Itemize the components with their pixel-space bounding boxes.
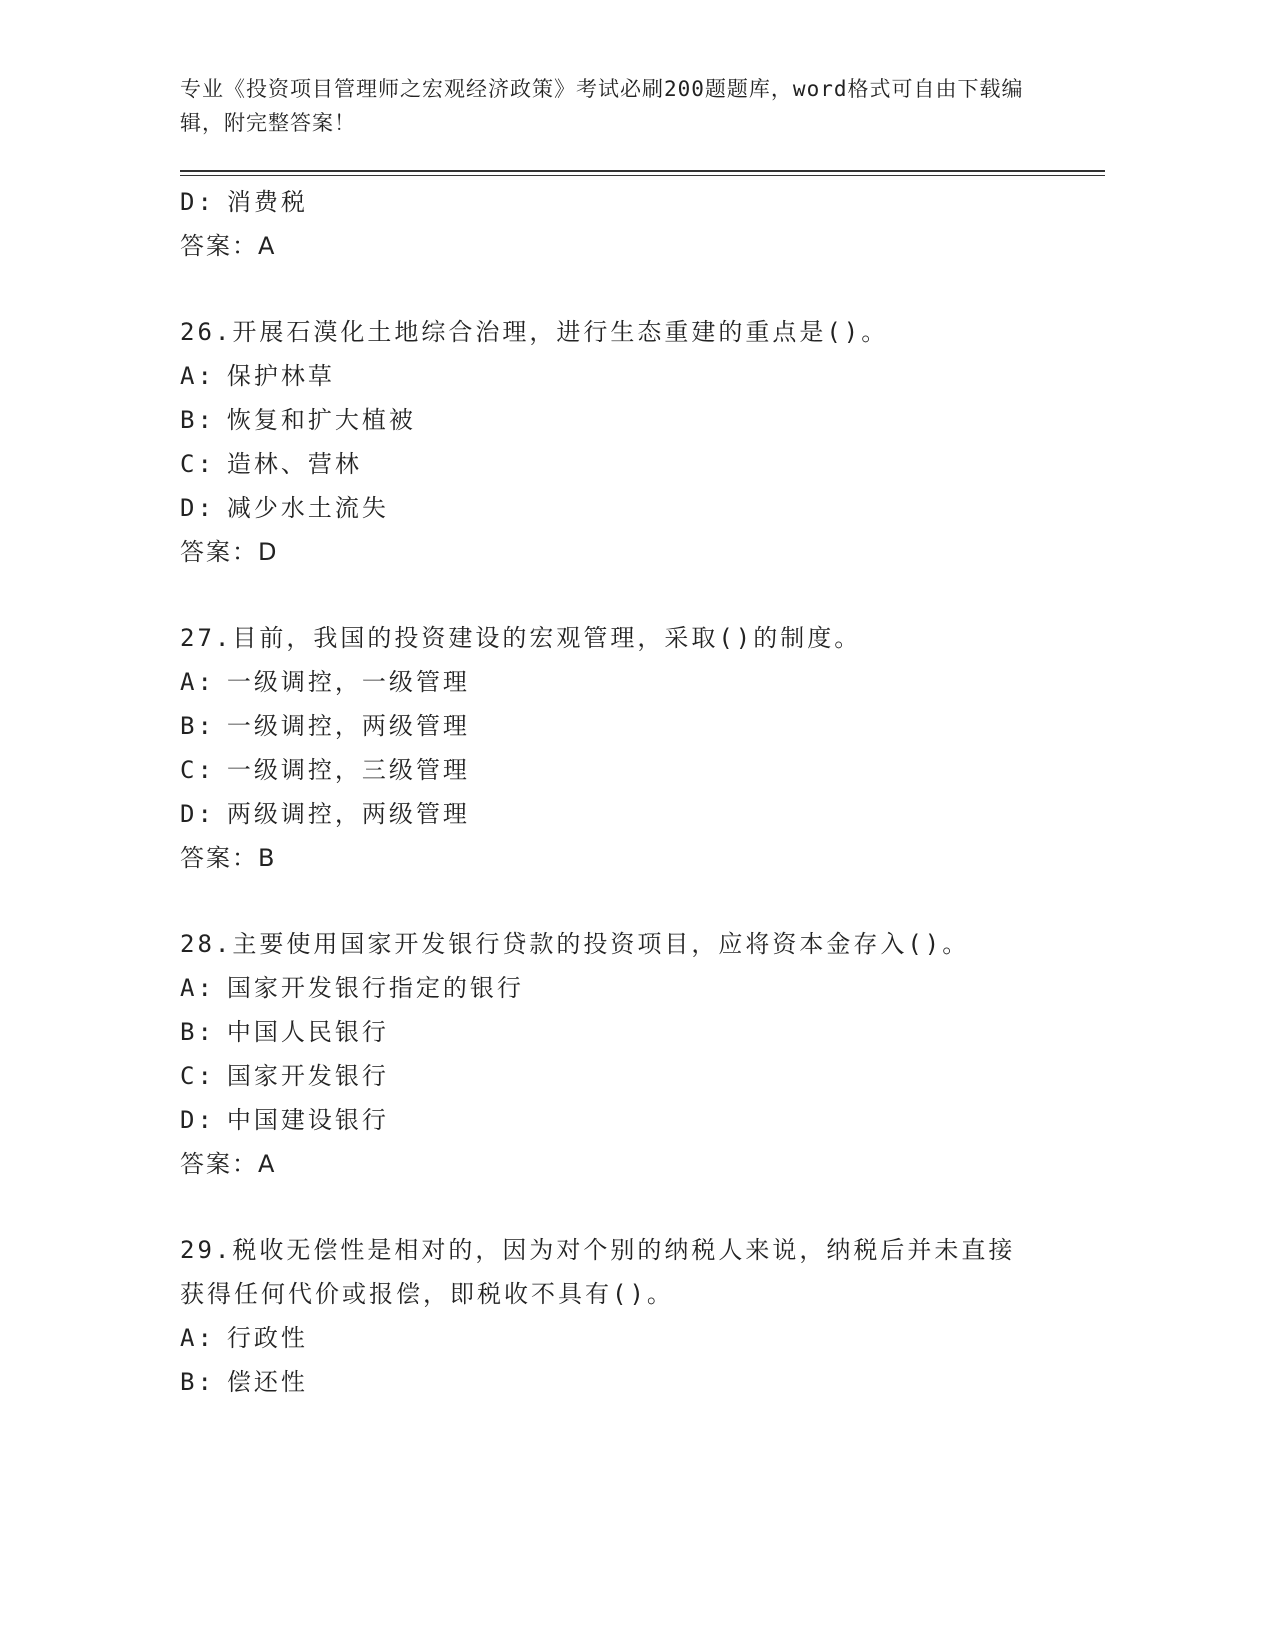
option-row: [180, 1360, 1105, 1404]
question-stem: 26.开展石漠化土地综合治理，进行生态重建的重点是()。: [180, 318, 889, 346]
answer-line: 答案：D: [180, 538, 279, 566]
option-text: 减少水土流失: [226, 494, 389, 522]
option-label: B:: [180, 1018, 215, 1046]
option-row: [180, 704, 1105, 748]
option-row: [180, 1010, 1105, 1054]
option-row: [180, 442, 1105, 486]
answer-line: 答案：A: [180, 1150, 277, 1178]
answer-line: 答案：B: [180, 844, 277, 872]
option-label: C:: [180, 450, 215, 478]
option-label: A:: [180, 1324, 215, 1352]
option-row: [180, 748, 1105, 792]
option-text: 消费税: [226, 188, 308, 216]
question-list: [180, 180, 1105, 1404]
option-row: [180, 486, 1105, 530]
option-row: [180, 1098, 1105, 1142]
option-text: 恢复和扩大植被: [226, 406, 416, 434]
option-text: 行政性: [226, 1324, 308, 1352]
option-text: 中国建设银行: [226, 1106, 389, 1134]
option-label: A:: [180, 974, 215, 1002]
option-row: [180, 398, 1105, 442]
option-text: 偿还性: [226, 1368, 308, 1396]
option-label: D:: [180, 800, 215, 828]
option-text: 造林、营林: [226, 450, 362, 478]
option-row: [180, 1054, 1105, 1098]
option-text: 中国人民银行: [226, 1018, 389, 1046]
question-stem: 29.税收无偿性是相对的，因为对个别的纳税人来说，纳税后并未直接获得任何代价或报偿，即税收不具有()。: [180, 1236, 1016, 1308]
option-text: 一级调控，两级管理: [226, 712, 470, 740]
answer-line: 答案：A: [180, 232, 277, 260]
question-stem: 27.目前，我国的投资建设的宏观管理，采取()的制度。: [180, 624, 862, 652]
option-row: [180, 180, 1105, 224]
option-label: D:: [180, 188, 215, 216]
option-text: 国家开发银行: [226, 1062, 389, 1090]
option-row: [180, 354, 1105, 398]
option-text: 一级调控，一级管理: [226, 668, 470, 696]
option-label: D:: [180, 1106, 215, 1134]
document-header-title: 专业《投资项目管理师之宏观经济政策》考试必刷200题题库，word格式可自由下载编辑，附完整答案！: [180, 77, 1024, 135]
option-row: [180, 660, 1105, 704]
option-label: A:: [180, 362, 215, 390]
option-label: D:: [180, 494, 215, 522]
option-label: B:: [180, 712, 215, 740]
option-label: C:: [180, 1062, 215, 1090]
option-text: 一级调控，三级管理: [226, 756, 470, 784]
option-label: A:: [180, 668, 215, 696]
option-row: [180, 792, 1105, 836]
option-text: 保护林草: [226, 362, 335, 390]
option-label: B:: [180, 1368, 215, 1396]
option-label: B:: [180, 406, 215, 434]
question-stem: 28.主要使用国家开发银行贷款的投资项目，应将资本金存入()。: [180, 930, 970, 958]
option-label: C:: [180, 756, 215, 784]
header-rule-thin: [180, 175, 1105, 176]
header-rule-thick: [180, 170, 1105, 172]
option-row: [180, 1316, 1105, 1360]
option-text: 国家开发银行指定的银行: [226, 974, 524, 1002]
option-text: 两级调控，两级管理: [226, 800, 470, 828]
option-row: [180, 966, 1105, 1010]
